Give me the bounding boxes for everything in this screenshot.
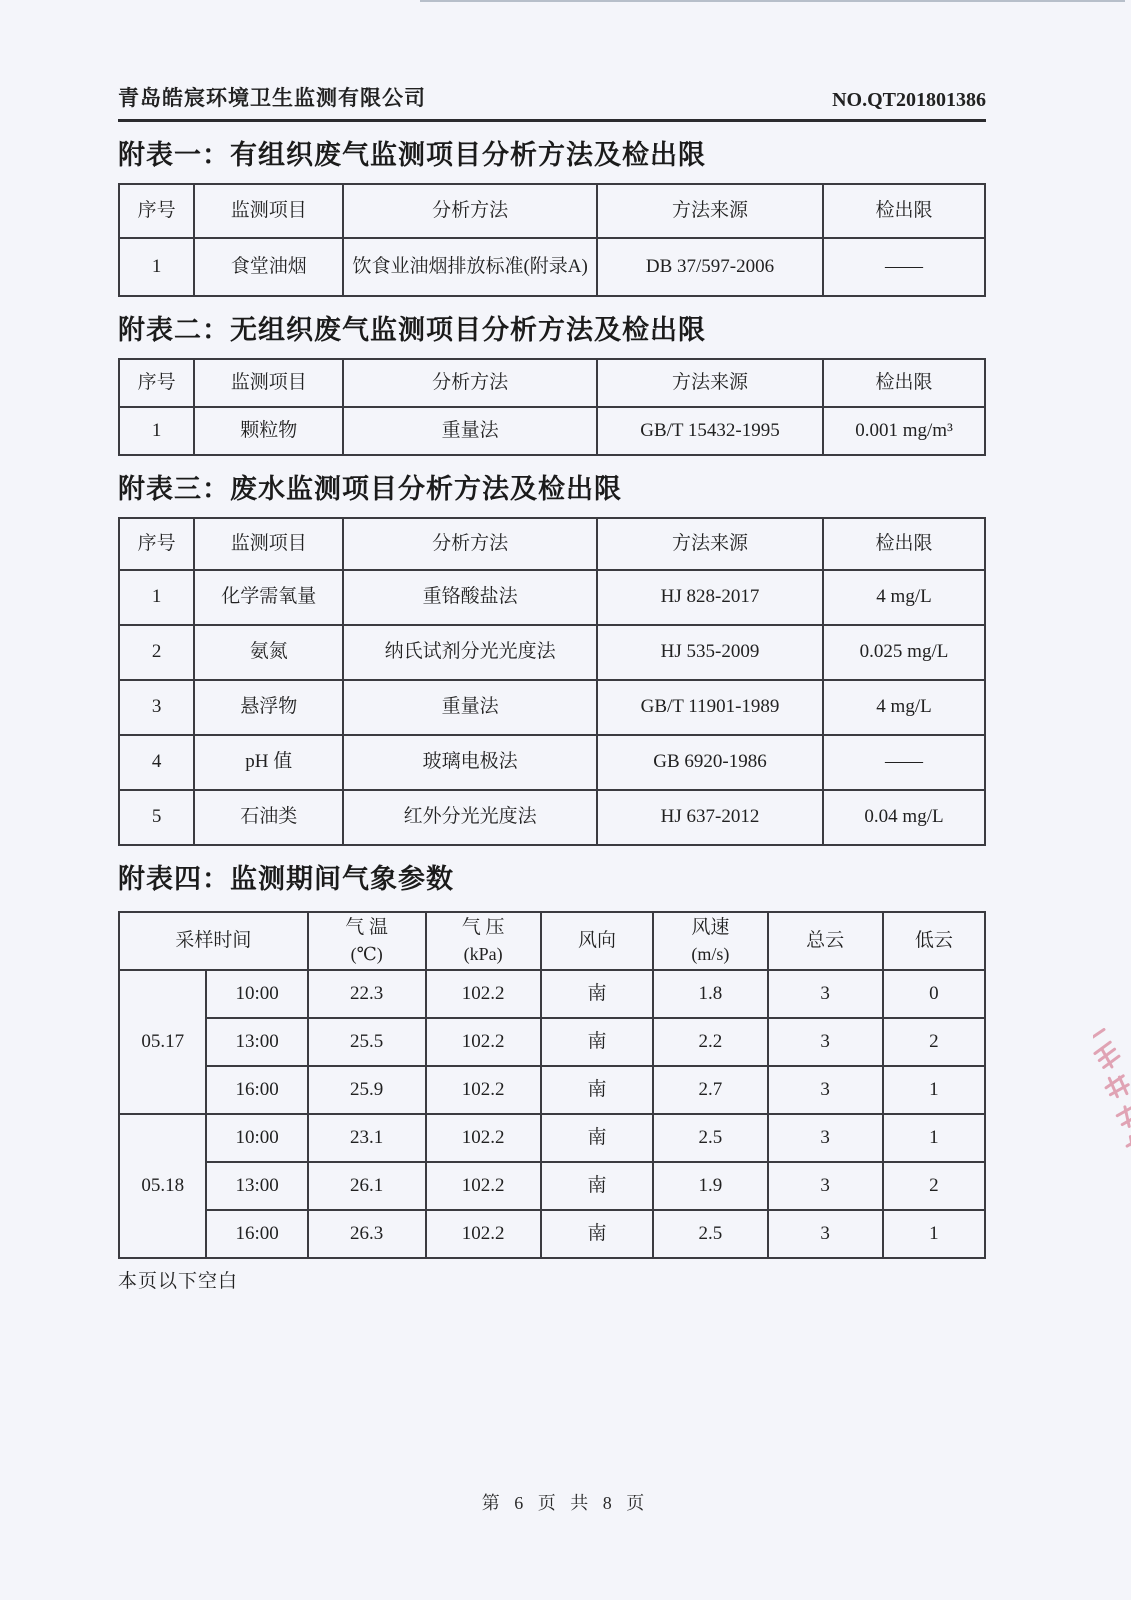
column-header-temperature [308, 912, 426, 970]
column-header-method: 分析方法 [343, 518, 597, 570]
column-header-method: 分析方法 [343, 359, 597, 407]
cell-pressure: 102.2 [426, 1210, 541, 1258]
cell-limit: —— [823, 238, 985, 296]
cell-total-cloud: 3 [768, 1018, 883, 1066]
cell-item: 悬浮物 [194, 680, 343, 735]
cell-method: 红外分光光度法 [343, 790, 597, 845]
column-header-total-cloud: 总云 [768, 912, 883, 970]
column-header-item: 监测项目 [194, 184, 343, 238]
cell-wind-direction: 南 [541, 970, 654, 1018]
column-header-seq: 序号 [119, 184, 194, 238]
cell-wind-speed: 1.8 [653, 970, 767, 1018]
column-header-wind-speed [653, 912, 767, 970]
company-name: 青岛皓宸环境卫生监测有限公司 [118, 86, 426, 110]
cell-time: 13:00 [206, 1162, 307, 1210]
document-header [118, 82, 986, 112]
cell-source: GB/T 15432-1995 [597, 407, 823, 455]
cell-time: 16:00 [206, 1210, 307, 1258]
cell-seq: 2 [119, 625, 194, 680]
column-header-item: 监测项目 [194, 518, 343, 570]
column-header-source: 方法来源 [597, 359, 823, 407]
page-number: 第 6 页 共 8 页 [481, 1493, 650, 1513]
table-row [119, 1066, 985, 1114]
header-divider [118, 119, 986, 122]
cell-total-cloud: 3 [768, 970, 883, 1018]
cell-method: 饮食业油烟排放标准(附录A) [343, 238, 597, 296]
cell-time: 10:00 [206, 970, 307, 1018]
table-row [119, 1162, 985, 1210]
section-title-organized-gas: 附表一：有组织废气监测项目分析方法及检出限 [118, 140, 706, 170]
cell-temperature: 26.3 [308, 1210, 426, 1258]
cell-method: 重量法 [343, 680, 597, 735]
cell-low-cloud: 2 [883, 1018, 985, 1066]
header-unit: (m/s) [691, 943, 730, 964]
cell-total-cloud: 3 [768, 1066, 883, 1114]
column-header-low-cloud: 低云 [883, 912, 985, 970]
section-title-weather: 附表四：监测期间气象参数 [118, 864, 454, 894]
table-header-row [119, 359, 985, 407]
cell-pressure: 102.2 [426, 1018, 541, 1066]
header-label: 气 温 [345, 917, 389, 939]
column-header-pressure [426, 912, 541, 970]
cell-method: 重量法 [343, 407, 597, 455]
cell-total-cloud: 3 [768, 1162, 883, 1210]
cell-item: 石油类 [194, 790, 343, 845]
page-content [118, 0, 986, 1293]
cell-time: 10:00 [206, 1114, 307, 1162]
cell-item: 颗粒物 [194, 407, 343, 455]
column-header-source: 方法来源 [597, 518, 823, 570]
cell-item: 食堂油烟 [194, 238, 343, 296]
cell-seq: 5 [119, 790, 194, 845]
cell-wind-direction: 南 [541, 1162, 654, 1210]
cell-temperature: 25.9 [308, 1066, 426, 1114]
table-row [119, 407, 985, 455]
cell-low-cloud: 0 [883, 970, 985, 1018]
cell-limit: 0.025 mg/L [823, 625, 985, 680]
cell-low-cloud: 1 [883, 1114, 985, 1162]
table-header-row [119, 518, 985, 570]
column-header-limit: 检出限 [823, 184, 985, 238]
cell-date: 05.18 [119, 1114, 206, 1258]
column-header-limit: 检出限 [823, 518, 985, 570]
cell-temperature: 25.5 [308, 1018, 426, 1066]
cell-seq: 3 [119, 680, 194, 735]
table-row [119, 680, 985, 735]
cell-pressure: 102.2 [426, 1162, 541, 1210]
column-header-method: 分析方法 [343, 184, 597, 238]
cell-date: 05.17 [119, 970, 206, 1114]
table-header-row [119, 912, 985, 970]
column-header-seq: 序号 [119, 518, 194, 570]
cell-time: 13:00 [206, 1018, 307, 1066]
column-header-sample-time: 采样时间 [119, 912, 308, 970]
cell-source: HJ 637-2012 [597, 790, 823, 845]
cell-wind-speed: 2.7 [653, 1066, 767, 1114]
cell-wind-speed: 2.5 [653, 1210, 767, 1258]
cell-pressure: 102.2 [426, 1114, 541, 1162]
cell-temperature: 23.1 [308, 1114, 426, 1162]
header-label: 风速 [691, 917, 730, 939]
cell-limit: 4 mg/L [823, 680, 985, 735]
cell-low-cloud: 1 [883, 1210, 985, 1258]
header-unit: (kPa) [463, 943, 503, 964]
cell-seq: 4 [119, 735, 194, 790]
cell-limit: 0.001 mg/m³ [823, 407, 985, 455]
cell-item: pH 值 [194, 735, 343, 790]
red-stamp-fragment [1093, 1028, 1131, 1240]
cell-seq: 1 [119, 238, 194, 296]
cell-seq: 1 [119, 570, 194, 625]
table-row [119, 625, 985, 680]
header-unit: (℃) [350, 943, 383, 964]
header-label: 气 压 [461, 917, 505, 939]
cell-limit: —— [823, 735, 985, 790]
cell-source: HJ 535-2009 [597, 625, 823, 680]
cell-source: GB/T 11901-1989 [597, 680, 823, 735]
cell-item: 氨氮 [194, 625, 343, 680]
cell-wind-direction: 南 [541, 1210, 654, 1258]
table-row [119, 790, 985, 845]
cell-method: 玻璃电极法 [343, 735, 597, 790]
cell-total-cloud: 3 [768, 1210, 883, 1258]
table-header-row [119, 184, 985, 238]
cell-wind-direction: 南 [541, 1114, 654, 1162]
column-header-seq: 序号 [119, 359, 194, 407]
cell-temperature: 26.1 [308, 1162, 426, 1210]
cell-source: HJ 828-2017 [597, 570, 823, 625]
cell-method: 重铬酸盐法 [343, 570, 597, 625]
cell-time: 16:00 [206, 1066, 307, 1114]
cell-item: 化学需氧量 [194, 570, 343, 625]
table-fugitive-gas [118, 358, 986, 456]
section-title-fugitive-gas: 附表二：无组织废气监测项目分析方法及检出限 [118, 315, 706, 345]
cell-low-cloud: 1 [883, 1066, 985, 1114]
report-number: NO.QT201801386 [832, 89, 986, 111]
column-header-item: 监测项目 [194, 359, 343, 407]
column-header-source: 方法来源 [597, 184, 823, 238]
cell-source: DB 37/597-2006 [597, 238, 823, 296]
table-wastewater [118, 517, 986, 846]
blank-page-note: 本页以下空白 [118, 1271, 239, 1292]
cell-wind-speed: 2.2 [653, 1018, 767, 1066]
cell-pressure: 102.2 [426, 970, 541, 1018]
cell-wind-direction: 南 [541, 1018, 654, 1066]
column-header-wind-direction: 风向 [541, 912, 654, 970]
table-row [119, 1114, 985, 1162]
cell-method: 纳氏试剂分光光度法 [343, 625, 597, 680]
cell-wind-speed: 2.5 [653, 1114, 767, 1162]
table-organized-gas [118, 183, 986, 297]
table-row [119, 735, 985, 790]
table-row [119, 1210, 985, 1258]
cell-wind-speed: 1.9 [653, 1162, 767, 1210]
cell-seq: 1 [119, 407, 194, 455]
table-row [119, 238, 985, 296]
table-row [119, 570, 985, 625]
cell-source: GB 6920-1986 [597, 735, 823, 790]
cell-temperature: 22.3 [308, 970, 426, 1018]
table-row [119, 1018, 985, 1066]
cell-limit: 4 mg/L [823, 570, 985, 625]
cell-wind-direction: 南 [541, 1066, 654, 1114]
cell-low-cloud: 2 [883, 1162, 985, 1210]
table-weather [118, 911, 986, 1259]
cell-limit: 0.04 mg/L [823, 790, 985, 845]
cell-total-cloud: 3 [768, 1114, 883, 1162]
table-row [119, 970, 985, 1018]
cell-pressure: 102.2 [426, 1066, 541, 1114]
section-title-wastewater: 附表三：废水监测项目分析方法及检出限 [118, 474, 622, 504]
column-header-limit: 检出限 [823, 359, 985, 407]
